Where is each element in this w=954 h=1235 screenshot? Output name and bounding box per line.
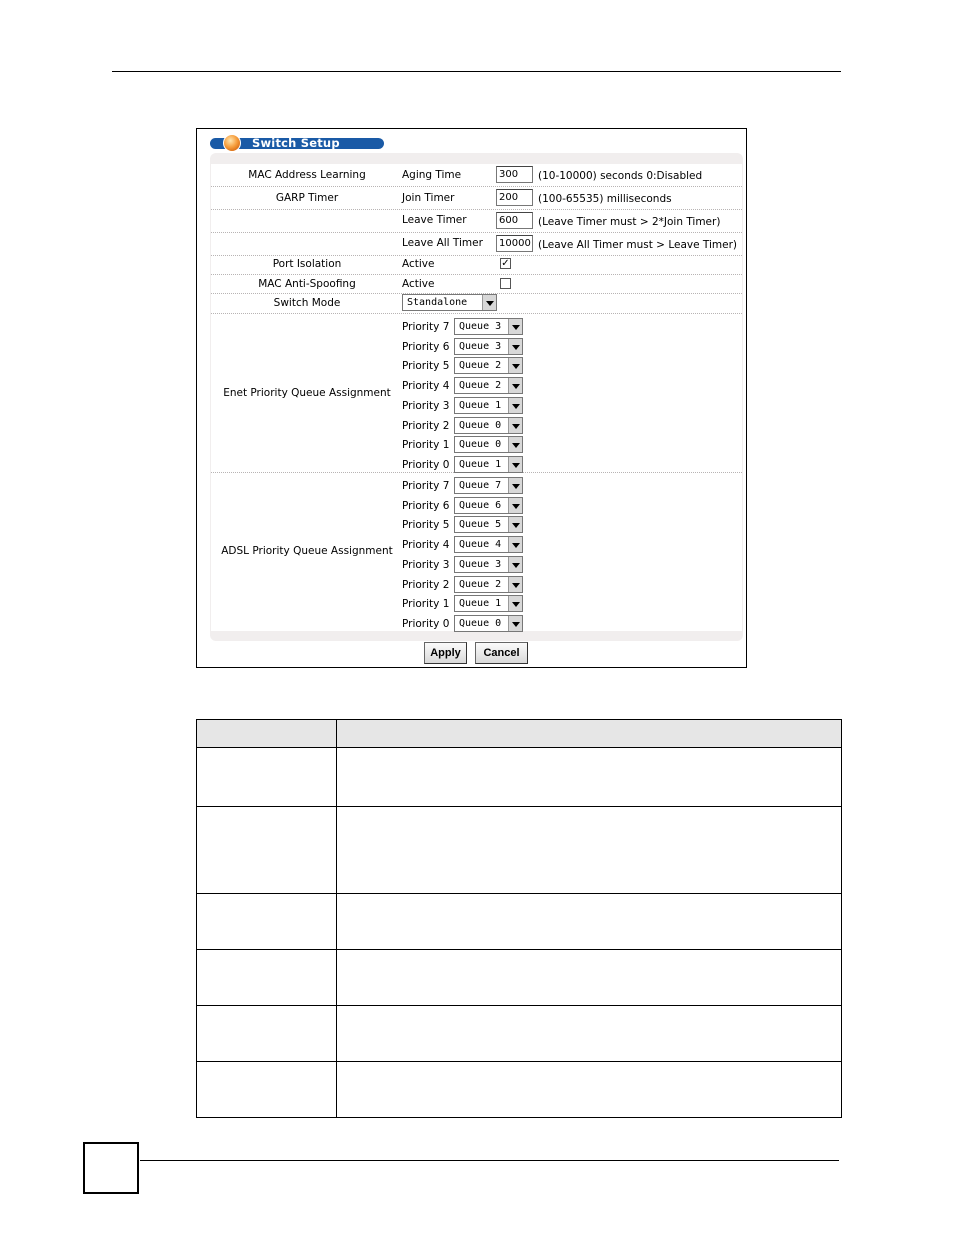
chevron-down-icon [508, 478, 522, 493]
enet-priority-label: Priority 4 [402, 380, 450, 393]
enet-queue-select[interactable] [454, 377, 523, 394]
port-isolation-checkbox[interactable]: ✓ [501, 258, 510, 269]
adsl-queue-value: Queue 2 [459, 578, 502, 590]
cancel-button[interactable]: Cancel [475, 642, 528, 664]
switch-mode-value: Standalone [407, 297, 468, 308]
enet-priority-label: Priority 6 [402, 340, 450, 353]
table-row [197, 1006, 842, 1062]
adsl-priority-label: Priority 0 [402, 617, 450, 630]
adsl-queue-select[interactable] [454, 477, 523, 494]
mac-anti-spoofing-active-label: Active [402, 278, 435, 290]
chevron-down-icon [508, 517, 522, 532]
row-garp-join [211, 187, 742, 210]
table-cell [197, 894, 337, 950]
leave-timer-input[interactable]: 600 [496, 212, 533, 229]
row-port-isolation [211, 256, 742, 275]
enet-queue-value: Queue 3 [459, 340, 502, 352]
enet-queue-value: Queue 2 [459, 360, 502, 372]
chevron-down-icon [508, 418, 522, 433]
table-cell [197, 950, 337, 1006]
enet-priority-label: Priority 3 [402, 399, 450, 412]
leave-all-timer-hint: (Leave All Timer must > Leave Timer) [538, 239, 737, 251]
adsl-queue-value: Queue 4 [459, 539, 502, 551]
adsl-queue-select[interactable] [454, 516, 523, 533]
enet-queue-select[interactable] [454, 338, 523, 355]
table-cell [197, 1006, 337, 1062]
page-number-box [83, 1142, 139, 1194]
enet-queue-value: Queue 1 [459, 399, 502, 411]
chevron-down-icon [508, 358, 522, 373]
enet-priority-label: Priority 0 [402, 458, 450, 471]
table-cell [337, 1006, 842, 1062]
row-garp-leave-all [211, 233, 742, 256]
row-adsl-priority-queue [211, 473, 742, 631]
adsl-queue-value: Queue 6 [459, 499, 502, 511]
adsl-priority-label: Priority 1 [402, 598, 450, 611]
join-timer-label: Join Timer [402, 192, 455, 204]
table-cell [337, 894, 842, 950]
chevron-down-icon [482, 295, 496, 310]
table-cell [337, 950, 842, 1006]
row-switch-mode [211, 294, 742, 314]
footer-rule [140, 1160, 839, 1161]
table-row [197, 1062, 842, 1118]
garp-timer-label: GARP Timer [275, 192, 339, 204]
adsl-queue-value: Queue 0 [459, 617, 502, 629]
adsl-priority-label: Priority 4 [402, 539, 450, 552]
table-cell [197, 748, 337, 807]
enet-queue-value: Queue 0 [459, 419, 502, 431]
join-timer-input[interactable]: 200 [496, 189, 533, 206]
aging-time-label: Aging Time [402, 169, 462, 181]
adsl-queue-value: Queue 7 [459, 480, 502, 491]
table-cell [337, 748, 842, 807]
port-isolation-label: Port Isolation [272, 258, 342, 270]
table-cell [197, 1062, 337, 1118]
enet-queue-select[interactable] [454, 397, 523, 414]
mac-anti-spoofing-label: MAC Anti-Spoofing [258, 278, 356, 290]
enet-queue-label: Enet Priority Queue Assignment [223, 387, 391, 399]
adsl-priority-label: Priority 2 [402, 578, 450, 591]
adsl-queue-label: ADSL Priority Queue Assignment [221, 545, 393, 557]
chevron-down-icon [508, 398, 522, 413]
enet-queue-value: Queue 0 [459, 439, 502, 451]
enet-queue-value: Queue 1 [459, 458, 502, 470]
chevron-down-icon [508, 457, 522, 472]
adsl-queue-select[interactable] [454, 615, 523, 632]
chevron-down-icon [508, 596, 522, 611]
enet-priority-label: Priority 2 [402, 419, 450, 432]
table-row [197, 807, 842, 894]
table-cell [337, 1062, 842, 1118]
row-mac-address-learning [211, 164, 742, 187]
page-title: Switch Setup [252, 136, 340, 150]
adsl-queue-select[interactable] [454, 536, 523, 553]
row-garp-leave [211, 210, 742, 233]
chevron-down-icon [508, 437, 522, 452]
chevron-down-icon [508, 616, 522, 631]
mac-anti-spoofing-checkbox[interactable] [500, 278, 511, 289]
enet-queue-select[interactable] [454, 357, 523, 374]
header-rule [112, 71, 841, 72]
chevron-down-icon [508, 339, 522, 354]
leave-timer-hint: (Leave Timer must > 2*Join Timer) [538, 216, 721, 228]
chevron-down-icon [508, 319, 522, 334]
adsl-priority-label: Priority 3 [402, 558, 450, 571]
adsl-queue-select[interactable] [454, 497, 523, 514]
enet-queue-select[interactable] [454, 456, 523, 473]
adsl-priority-label: Priority 7 [402, 480, 450, 492]
table-cell [197, 807, 337, 894]
table-row [197, 950, 842, 1006]
adsl-queue-select[interactable] [454, 576, 523, 593]
table-row [197, 748, 842, 807]
enet-queue-select[interactable] [454, 318, 523, 335]
enet-queue-value: Queue 2 [459, 380, 502, 392]
table-header-cell [337, 720, 842, 748]
mac-learning-label: MAC Address Learning [248, 169, 366, 181]
table-header-row [197, 720, 842, 748]
aging-time-input[interactable]: 300 [496, 166, 533, 183]
aging-time-hint: (10-10000) seconds 0:Disabled [538, 170, 703, 182]
row-enet-priority-queue [211, 314, 742, 473]
leave-all-timer-label: Leave All Timer [402, 237, 483, 249]
description-table [196, 719, 842, 1118]
apply-button[interactable]: Apply [424, 642, 467, 664]
enet-queue-select[interactable] [454, 417, 523, 434]
port-isolation-active-label: Active [402, 258, 435, 270]
table-cell [337, 807, 842, 894]
adsl-queue-value: Queue 3 [459, 558, 502, 570]
adsl-queue-value: Queue 5 [459, 519, 502, 531]
chevron-down-icon [508, 498, 522, 513]
switch-mode-label: Switch Mode [273, 297, 341, 309]
switch-mode-select[interactable] [402, 294, 497, 311]
adsl-priority-label: Priority 5 [402, 519, 450, 532]
enet-priority-label: Priority 7 [402, 321, 450, 333]
enet-priority-label: Priority 1 [402, 439, 450, 452]
row-mac-anti-spoofing [211, 275, 742, 294]
enet-queue-value: Queue 3 [459, 321, 502, 332]
adsl-queue-select[interactable] [454, 595, 523, 612]
enet-priority-label: Priority 5 [402, 360, 450, 373]
orb-icon [223, 134, 241, 152]
chevron-down-icon [508, 537, 522, 552]
table-header-cell [197, 720, 337, 748]
switch-setup-screen [196, 128, 747, 668]
chevron-down-icon [508, 577, 522, 592]
adsl-priority-label: Priority 6 [402, 499, 450, 512]
join-timer-hint: (100-65535) milliseconds [538, 193, 672, 205]
chevron-down-icon [508, 557, 522, 572]
leave-all-timer-input[interactable]: 10000 [496, 235, 533, 252]
enet-queue-select[interactable] [454, 436, 523, 453]
table-row [197, 894, 842, 950]
leave-timer-label: Leave Timer [402, 214, 467, 226]
chevron-down-icon [508, 378, 522, 393]
adsl-queue-select[interactable] [454, 556, 523, 573]
adsl-queue-value: Queue 1 [459, 598, 502, 610]
